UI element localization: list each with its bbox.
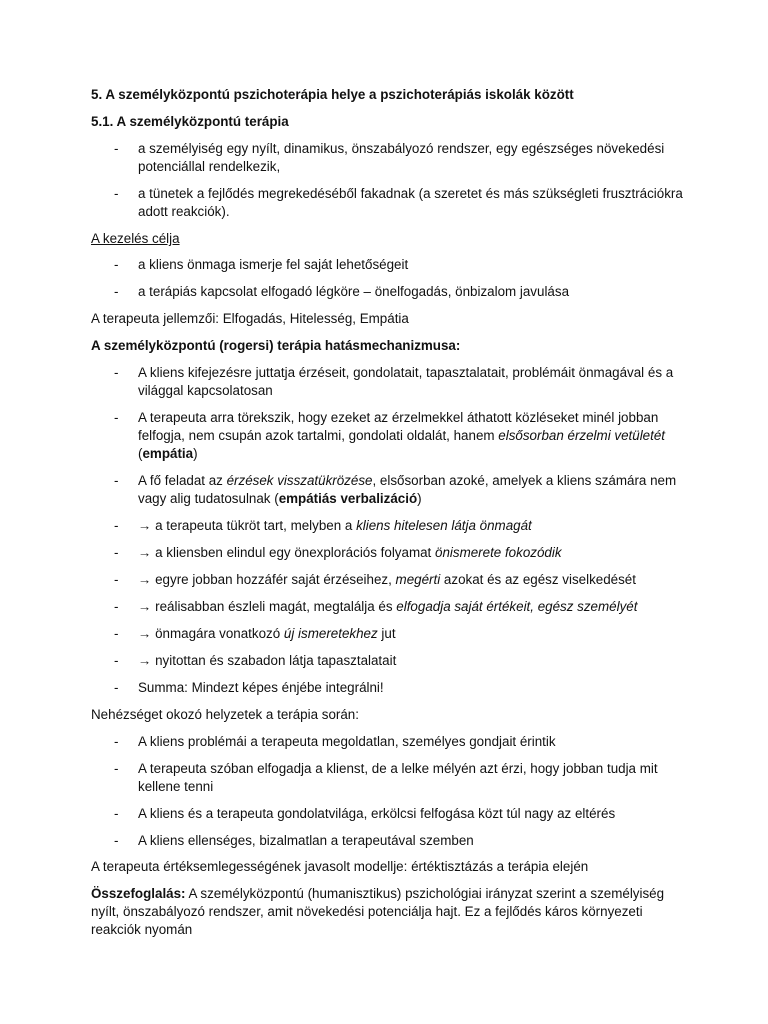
list-item-text — [138, 410, 665, 461]
list-item-text — [138, 833, 474, 848]
text-run: A terapeuta szóban elfogadja a klienst, de a lelke mélyén azt érzi, hogy jobban tudja mit kellene tenni — [138, 761, 658, 794]
text-run: a kliens önmaga ismerje fel saját lehetőségeit — [138, 257, 409, 272]
list-item-text — [138, 284, 569, 299]
text-run: ) — [417, 491, 422, 506]
text-run: → reálisabban észleli magát, megtalálja és — [138, 599, 397, 614]
list-item — [91, 805, 690, 823]
text-run: kliens hitelesen látja önmagát — [356, 518, 532, 533]
bullet-dash: - — [114, 806, 119, 821]
bullet-dash: - — [114, 410, 119, 425]
text-run: ) — [193, 446, 198, 461]
text-run: → a kliensben elindul egy önexplorációs folyamat — [138, 545, 435, 560]
list-item-text — [138, 680, 384, 695]
list-item-text — [138, 734, 556, 749]
bullet-dash: - — [114, 545, 119, 560]
bullet-dash: - — [114, 365, 119, 380]
section-title: 5. A személyközpontú pszichoterápia helye a pszichoterápiás iskolák között — [91, 87, 574, 102]
text-run: A kliens ellenséges, bizalmatlan a terapeutával szemben — [138, 833, 474, 848]
list-item — [91, 364, 690, 400]
list-item-text — [138, 545, 562, 560]
bullet-dash: - — [114, 761, 119, 776]
summary-label: Összefoglalás: — [91, 886, 186, 901]
list-item — [91, 733, 690, 751]
list-item-text — [138, 186, 683, 219]
list-item — [91, 679, 690, 697]
text-run: A kliens kifejezésre juttatja érzéseit, gondolatait, tapasztalatait, problémáit önmagával és a világgal kapcsolatosan — [138, 365, 674, 398]
bullet-dash: - — [114, 572, 119, 587]
difficulties-heading: Nehézséget okozó helyzetek a terápia során: — [91, 707, 359, 722]
list-item-text — [138, 572, 636, 587]
text-run: Summa: Mindezt képes énjébe integrálni! — [138, 680, 384, 695]
list-item-text — [138, 806, 615, 821]
list-item — [91, 625, 690, 643]
list-item-text — [138, 257, 408, 272]
bullet-dash: - — [114, 734, 119, 749]
model-line: A terapeuta értéksemlegességének javasolt modellje: értéktisztázás a terápia elején — [91, 859, 589, 874]
text-run: ( — [138, 446, 143, 461]
text-run: , elsősorban azoké, amelyek a kliens számára nem vagy alig tudatosulnak ( — [138, 473, 677, 506]
text-run: elfogadja saját értékeit, egész személyét — [396, 599, 638, 614]
bullet-dash: - — [114, 257, 119, 272]
bullet-dash: - — [114, 284, 119, 299]
bullet-dash: - — [114, 186, 119, 201]
text-run: megérti — [395, 572, 441, 587]
list-item-text — [138, 365, 673, 398]
list-item — [91, 571, 690, 589]
list-item-text — [138, 653, 396, 668]
list-item — [91, 283, 690, 301]
list-item — [91, 256, 690, 274]
list-item-text — [138, 473, 676, 506]
list-item — [91, 472, 690, 508]
text-run: érzések visszatükrözése — [226, 473, 373, 488]
text-run: → a terapeuta tükröt tart, melyben a — [138, 518, 357, 533]
treatment-goal-heading: A kezelés célja — [91, 231, 180, 246]
mechanism-heading: A személyközpontú (rogersi) terápia hatásmechanizmusa: — [91, 338, 461, 353]
list-item — [91, 598, 690, 616]
list-item — [91, 409, 690, 463]
bullet-dash: - — [114, 518, 119, 533]
list-item — [91, 185, 690, 221]
text-run: azokat és az egész viselkedését — [440, 572, 636, 587]
bullet-dash: - — [114, 833, 119, 848]
bullet-dash: - — [114, 141, 119, 156]
bullet-dash: - — [114, 653, 119, 668]
therapist-traits-line: A terapeuta jellemzői: Elfogadás, Hitelesség, Empátia — [91, 311, 409, 326]
list-item — [91, 517, 690, 535]
text-run: A kliens problémái a terapeuta megoldatlan, személyes gondjait érintik — [138, 734, 556, 749]
text-run: A kliens és a terapeuta gondolatvilága, erkölcsi felfogása közt túl nagy az eltérés — [138, 806, 616, 821]
list-item-text — [138, 626, 396, 641]
text-run: önismerete fokozódik — [435, 545, 562, 560]
mechanism-list — [91, 364, 690, 697]
list-item-text — [138, 141, 664, 174]
list-item — [91, 760, 690, 796]
list-item — [91, 140, 690, 176]
bullet-dash: - — [114, 680, 119, 695]
bullet-dash: - — [114, 626, 119, 641]
text-run: → önmagára vonatkozó — [138, 626, 284, 641]
bullet-dash: - — [114, 473, 119, 488]
bullet-dash: - — [114, 599, 119, 614]
summary-text: A személyközpontú (humanisztikus) pszichológiai irányzat szerint a személyiség nyílt, önszabályozó rendszer, amit növekedési potenciálja hajt. Ez a fejlődés káros környezeti reakciók nyomán — [91, 886, 665, 937]
list-item-text — [138, 761, 658, 794]
intro-list — [91, 140, 690, 221]
text-run: empátiás verbalizáció — [278, 491, 418, 506]
list-item — [91, 652, 690, 670]
text-run: A fő feladat az — [138, 473, 227, 488]
subsection-title: 5.1. A személyközpontú terápia — [91, 114, 289, 129]
text-run: elsősorban érzelmi vetületét — [498, 428, 666, 443]
text-run: → nyitottan és szabadon látja tapasztalatait — [138, 653, 397, 668]
list-item — [91, 544, 690, 562]
text-run: a terápiás kapcsolat elfogadó légköre – önelfogadás, önbizalom javulása — [138, 284, 570, 299]
list-item — [91, 832, 690, 850]
text-run: empátia — [142, 446, 194, 461]
list-item-text — [138, 518, 532, 533]
text-run: a tünetek a fejlődés megrekedéséből fakadnak (a szeretet és más szükségleti frusztrációkra adott reakciók). — [138, 186, 683, 219]
summary-paragraph — [91, 885, 690, 939]
text-run: a személyiség egy nyílt, dinamikus, önszabályozó rendszer, egy egészséges növekedési potenciállal rendelkezik, — [138, 141, 665, 174]
text-run: → egyre jobban hozzáfér saját érzéseihez, — [138, 572, 396, 587]
treatment-goal-list — [91, 256, 690, 301]
text-run: jut — [377, 626, 396, 641]
difficulties-list — [91, 733, 690, 850]
text-run: új ismeretekhez — [283, 626, 378, 641]
list-item-text — [138, 599, 637, 614]
text-run: A terapeuta arra törekszik, hogy ezeket az érzelmekkel áthatott közléseket minél jobban felfogja, nem csupán azok tartalmi, gondolati oldalát, hanem — [138, 410, 659, 443]
